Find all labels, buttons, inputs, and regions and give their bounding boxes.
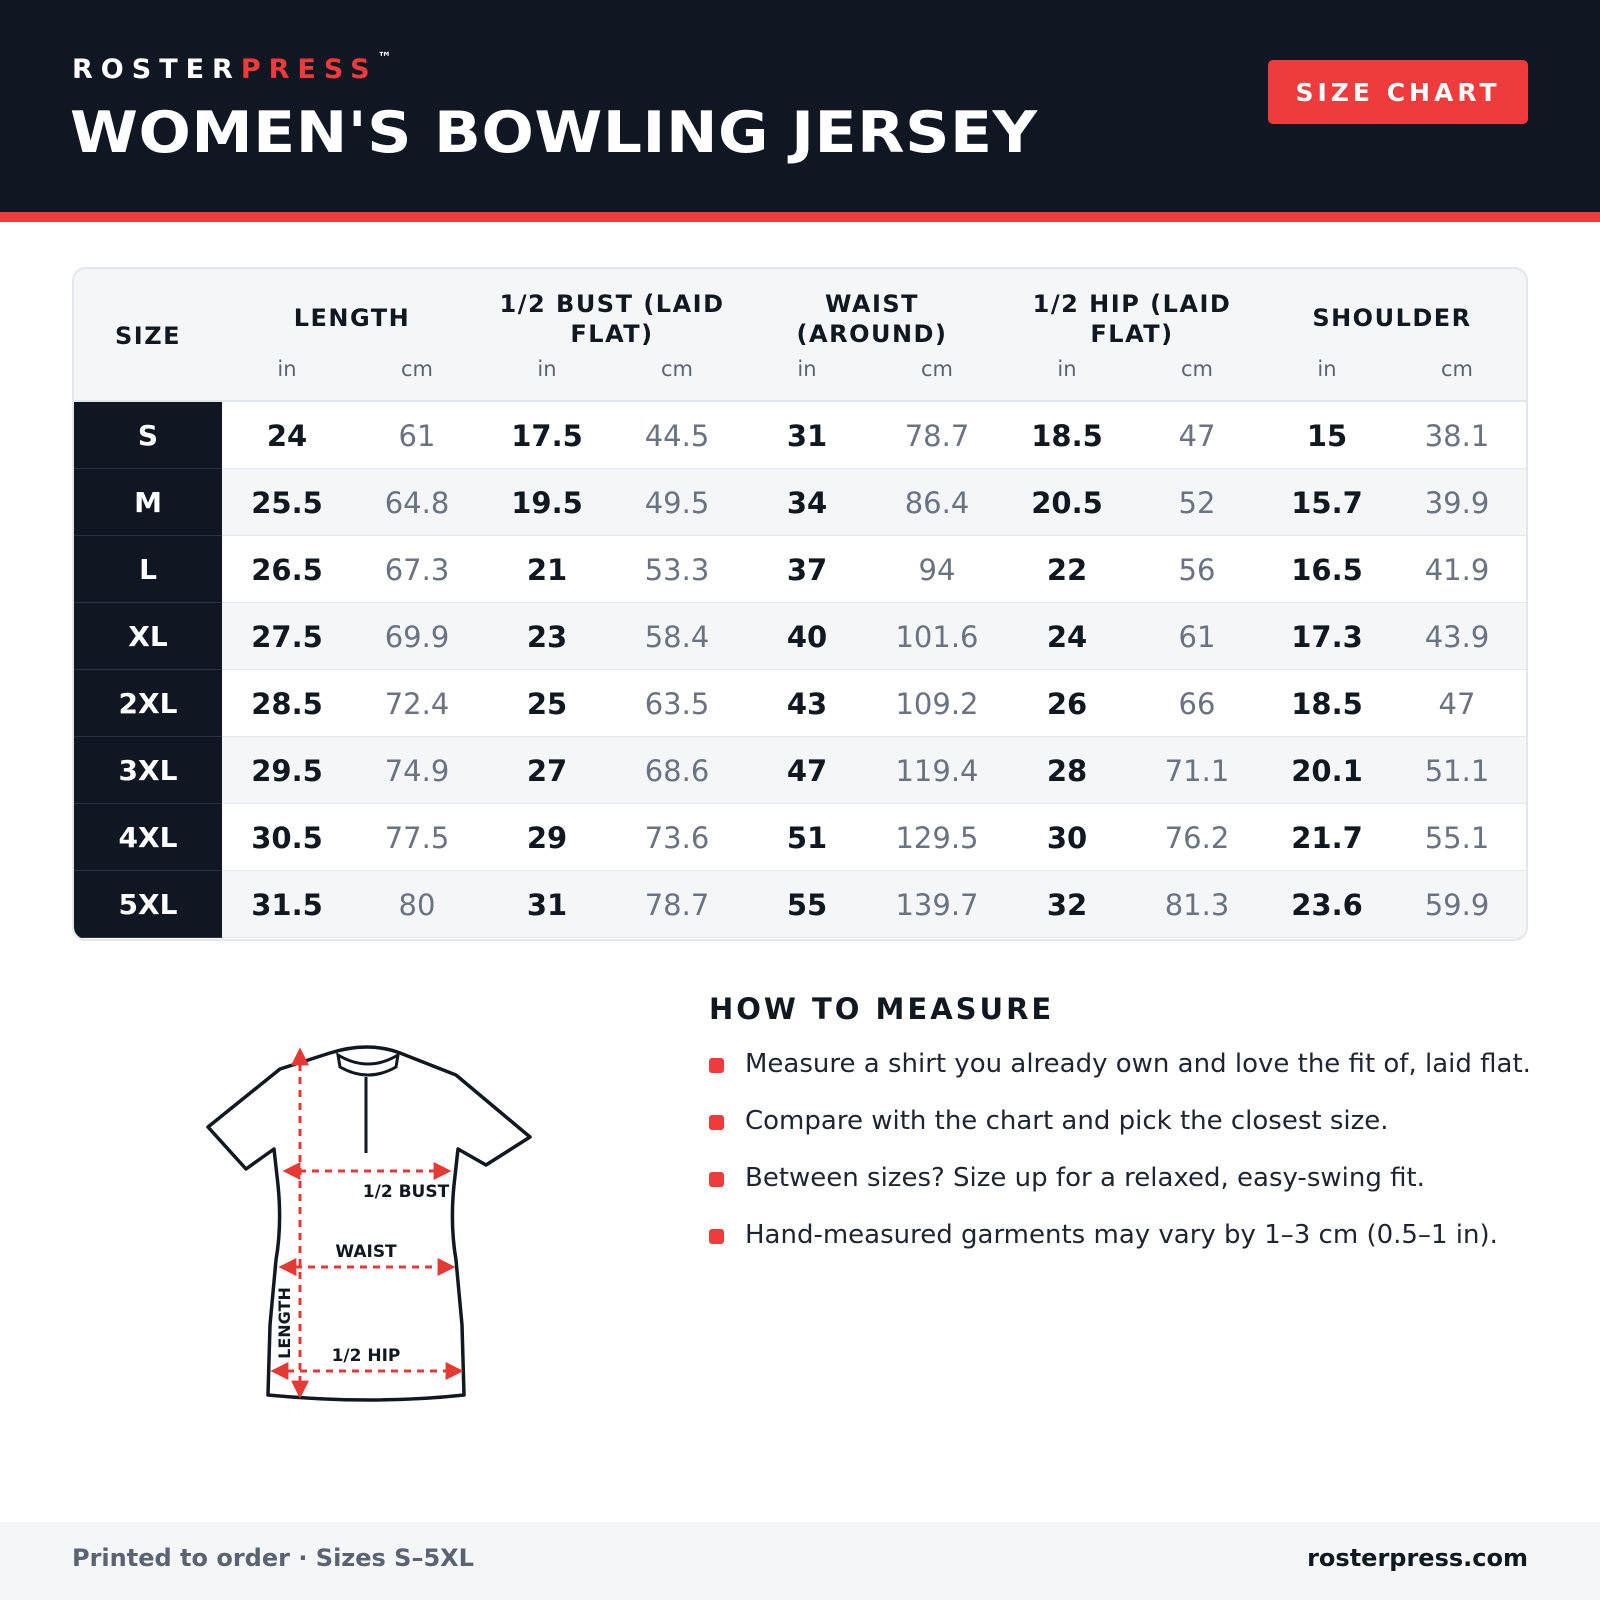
- value-cm-cell: 66: [1178, 686, 1216, 721]
- size-label-cell: S: [74, 402, 222, 469]
- value-cm-cell: 129.5: [895, 820, 979, 855]
- value-cm-cell: 47: [1438, 686, 1476, 721]
- measure-tip-text: Measure a shirt you already own and love the fit of, laid flat.: [745, 1049, 1531, 1079]
- value-in-cell: 24: [1046, 619, 1088, 654]
- size-label-cell: 5XL: [74, 871, 222, 938]
- value-in-cell: 32: [1046, 887, 1088, 922]
- size-label-cell: XL: [74, 603, 222, 670]
- value-in-cell: 25: [526, 686, 568, 721]
- value-cm-cell: 78.7: [904, 418, 970, 453]
- value-cm-cell: 109.2: [895, 686, 979, 721]
- measure-tip: [709, 1048, 1529, 1105]
- value-in-cell: 55: [786, 887, 828, 922]
- value-cm-cell: 80: [398, 887, 436, 922]
- shirt-measurement-diagram: [200, 1045, 550, 1425]
- value-in-cell: 31: [526, 887, 568, 922]
- value-cm-cell: 49.5: [644, 485, 710, 520]
- value-in-cell: 28: [1046, 753, 1088, 788]
- column-group-header-line: FLAT): [1090, 320, 1174, 348]
- unit-cm-label: cm: [920, 357, 953, 381]
- value-in-cell: 30: [1046, 820, 1088, 855]
- column-group-header-line: SHOULDER: [1312, 304, 1472, 332]
- table-row: [74, 536, 1528, 603]
- value-cm-cell: 52: [1178, 485, 1216, 520]
- table-row: [74, 670, 1528, 737]
- column-group-header: [742, 289, 1002, 349]
- value-in-cell: 20.1: [1291, 753, 1363, 788]
- value-in-cell: 47: [786, 753, 828, 788]
- bust-label: 1/2 BUST: [362, 1182, 450, 1202]
- value-cm-cell: 44.5: [644, 418, 710, 453]
- trademark-symbol: ™: [377, 50, 392, 66]
- value-cm-cell: 78.7: [644, 887, 710, 922]
- brand-name-part1: ROSTER: [72, 54, 241, 85]
- value-in-cell: 34: [786, 485, 828, 520]
- value-cm-cell: 71.1: [1164, 753, 1230, 788]
- column-group-header: [1002, 289, 1262, 349]
- column-group-header-line: LENGTH: [293, 304, 411, 332]
- value-in-cell: 27.5: [251, 619, 323, 654]
- value-cm-cell: 119.4: [895, 753, 979, 788]
- value-in-cell: 16.5: [1291, 552, 1363, 587]
- unit-cm-label: cm: [660, 357, 693, 381]
- value-cm-cell: 74.9: [384, 753, 450, 788]
- value-cm-cell: 76.2: [1164, 820, 1230, 855]
- bullet-square-icon: [709, 1229, 724, 1244]
- value-cm-cell: 73.6: [644, 820, 710, 855]
- size-column-header: SIZE: [114, 321, 181, 350]
- unit-cm-label: cm: [400, 357, 433, 381]
- column-group-header: [222, 303, 482, 333]
- value-cm-cell: 61: [1178, 619, 1216, 654]
- waist-label: WAIST: [335, 1242, 397, 1262]
- value-in-cell: 15: [1306, 418, 1348, 453]
- unit-in-label: in: [277, 357, 297, 381]
- value-cm-cell: 47: [1178, 418, 1216, 453]
- measure-tip-text: Hand-measured garments may vary by 1–3 cm (0.5–1 in).: [745, 1220, 1498, 1250]
- footer: [0, 1522, 1600, 1600]
- value-in-cell: 51: [786, 820, 828, 855]
- table-row: [74, 603, 1528, 670]
- column-group-header-line: FLAT): [570, 320, 654, 348]
- size-label-cell: 3XL: [74, 737, 222, 804]
- unit-cm-label: cm: [1180, 357, 1213, 381]
- length-label: LENGTH: [275, 1287, 294, 1359]
- value-in-cell: 21.7: [1291, 820, 1363, 855]
- header-accent-stripe: [0, 212, 1600, 222]
- value-cm-cell: 64.8: [384, 485, 450, 520]
- value-in-cell: 28.5: [251, 686, 323, 721]
- size-label-cell: M: [74, 469, 222, 536]
- value-in-cell: 24: [266, 418, 308, 453]
- brand-logo: [72, 50, 392, 85]
- value-cm-cell: 61: [398, 418, 436, 453]
- value-cm-cell: 86.4: [904, 485, 970, 520]
- value-in-cell: 23.6: [1291, 887, 1363, 922]
- value-in-cell: 21: [526, 552, 568, 587]
- unit-in-label: in: [537, 357, 557, 381]
- value-in-cell: 30.5: [251, 820, 323, 855]
- footer-website-link[interactable]: rosterpress.com: [1307, 1544, 1528, 1572]
- value-cm-cell: 59.9: [1424, 887, 1490, 922]
- value-in-cell: 17.5: [511, 418, 583, 453]
- value-cm-cell: 72.4: [384, 686, 450, 721]
- how-to-measure-title: HOW TO MEASURE: [709, 992, 1055, 1026]
- size-table: [72, 267, 1528, 941]
- value-cm-cell: 56: [1178, 552, 1216, 587]
- value-cm-cell: 55.1: [1424, 820, 1490, 855]
- value-in-cell: 23: [526, 619, 568, 654]
- unit-in-label: in: [797, 357, 817, 381]
- unit-in-label: in: [1317, 357, 1337, 381]
- value-cm-cell: 51.1: [1424, 753, 1490, 788]
- column-group-header-line: 1/2 BUST (LAID: [499, 290, 725, 318]
- value-cm-cell: 69.9: [384, 619, 450, 654]
- table-row: [74, 402, 1528, 469]
- size-label-cell: 2XL: [74, 670, 222, 737]
- unit-cm-label: cm: [1440, 357, 1473, 381]
- bullet-square-icon: [709, 1058, 724, 1073]
- value-in-cell: 26: [1046, 686, 1088, 721]
- value-cm-cell: 63.5: [644, 686, 710, 721]
- size-label-cell: L: [74, 536, 222, 603]
- value-cm-cell: 58.4: [644, 619, 710, 654]
- value-in-cell: 43: [786, 686, 828, 721]
- table-row: [74, 804, 1528, 871]
- value-in-cell: 15.7: [1291, 485, 1363, 520]
- value-in-cell: 37: [786, 552, 828, 587]
- size-chart-badge: SIZE CHART: [1268, 60, 1528, 124]
- value-in-cell: 22: [1046, 552, 1088, 587]
- value-cm-cell: 101.6: [895, 619, 979, 654]
- value-in-cell: 18.5: [1031, 418, 1103, 453]
- table-header: [74, 269, 1528, 402]
- hip-label: 1/2 HIP: [331, 1346, 401, 1366]
- value-cm-cell: 81.3: [1164, 887, 1230, 922]
- column-group-header-line: WAIST: [824, 290, 920, 318]
- measure-tip: [709, 1105, 1529, 1162]
- brand-name-part2: PRESS: [240, 54, 378, 85]
- footer-note: Printed to order · Sizes S–5XL: [72, 1544, 474, 1572]
- value-in-cell: 17.3: [1291, 619, 1363, 654]
- unit-in-label: in: [1057, 357, 1077, 381]
- value-in-cell: 29: [526, 820, 568, 855]
- value-cm-cell: 139.7: [895, 887, 979, 922]
- table-row: [74, 871, 1528, 938]
- value-in-cell: 19.5: [511, 485, 583, 520]
- value-in-cell: 25.5: [251, 485, 323, 520]
- bullet-square-icon: [709, 1172, 724, 1187]
- value-cm-cell: 43.9: [1424, 619, 1490, 654]
- measure-tip-text: Compare with the chart and pick the closest size.: [745, 1106, 1389, 1136]
- value-cm-cell: 77.5: [384, 820, 450, 855]
- value-in-cell: 18.5: [1291, 686, 1363, 721]
- value-cm-cell: 41.9: [1424, 552, 1490, 587]
- value-in-cell: 31.5: [251, 887, 323, 922]
- value-in-cell: 27: [526, 753, 568, 788]
- table-row: [74, 469, 1528, 536]
- value-cm-cell: 39.9: [1424, 485, 1490, 520]
- size-label-cell: 4XL: [74, 804, 222, 871]
- header-bar: [0, 0, 1600, 212]
- page-title: WOMEN'S BOWLING JERSEY: [70, 100, 1038, 166]
- measure-tips-list: [709, 1048, 1529, 1276]
- column-group-header-line: 1/2 HIP (LAID: [1032, 290, 1232, 318]
- value-in-cell: 29.5: [251, 753, 323, 788]
- value-cm-cell: 94: [918, 552, 956, 587]
- table-row: [74, 737, 1528, 804]
- column-group-header: [482, 289, 742, 349]
- column-group-header-line: (AROUND): [796, 320, 948, 348]
- value-cm-cell: 68.6: [644, 753, 710, 788]
- measure-tip: [709, 1162, 1529, 1219]
- measure-tip-text: Between sizes? Size up for a relaxed, easy-swing fit.: [745, 1163, 1425, 1193]
- value-cm-cell: 67.3: [384, 552, 450, 587]
- value-in-cell: 26.5: [251, 552, 323, 587]
- column-group-header: [1262, 303, 1522, 333]
- bullet-square-icon: [709, 1115, 724, 1130]
- value-cm-cell: 38.1: [1424, 418, 1490, 453]
- value-cm-cell: 53.3: [644, 552, 710, 587]
- value-in-cell: 40: [786, 619, 828, 654]
- value-in-cell: 20.5: [1031, 485, 1103, 520]
- value-in-cell: 31: [786, 418, 828, 453]
- measure-tip: [709, 1219, 1529, 1276]
